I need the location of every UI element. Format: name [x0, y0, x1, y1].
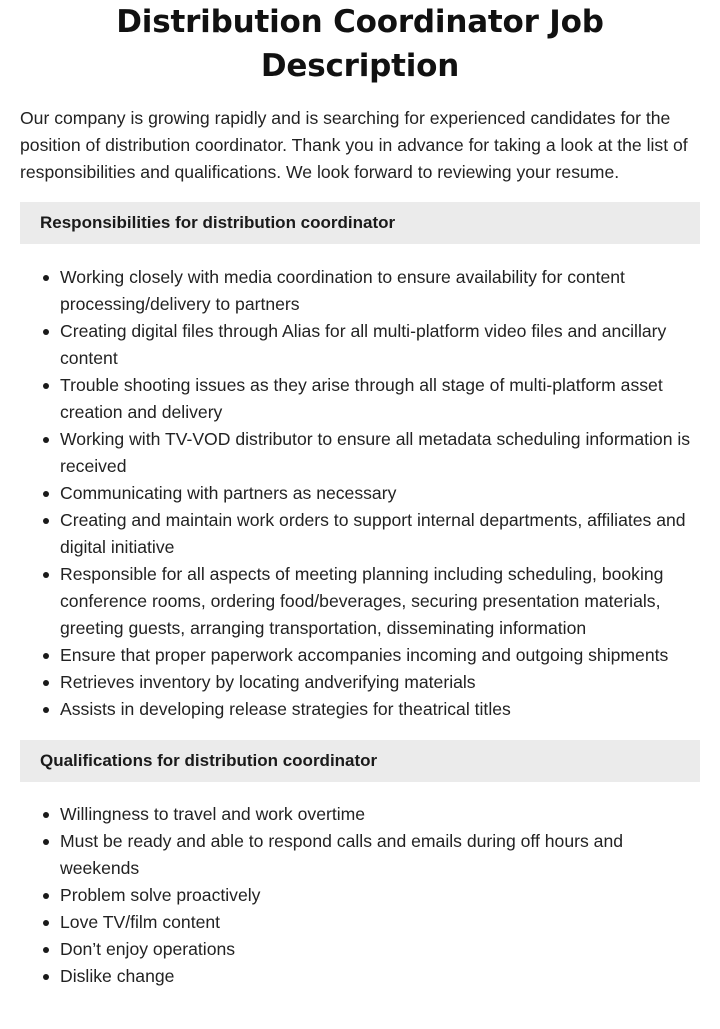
responsibilities-list: [20, 264, 700, 723]
intro-paragraph: Our company is growing rapidly and is searching for experienced candidates for the position of distribution coordinator. Thank you in advance for taking a look at the list of responsibilities and qualifications. We look forward to reviewing your resume.: [20, 108, 688, 182]
list-item: Problem solve proactively: [60, 882, 700, 909]
list-item: Dislike change: [60, 963, 700, 990]
list-item: Must be ready and able to respond calls and emails during off hours and weekends: [60, 828, 700, 882]
list-item: Willingness to travel and work overtime: [60, 801, 700, 828]
list-item: Retrieves inventory by locating andverifying materials: [60, 669, 700, 696]
list-item: Creating and maintain work orders to support internal departments, affiliates and digital initiative: [60, 507, 700, 561]
list-item: Responsible for all aspects of meeting planning including scheduling, booking conference rooms, ordering food/beverages, securing presentation materials, greeting guests, arranging transportation, disseminating information: [60, 561, 700, 642]
list-item: Communicating with partners as necessary: [60, 480, 700, 507]
list-item: Assists in developing release strategies for theatrical titles: [60, 696, 700, 723]
list-item: Ensure that proper paperwork accompanies incoming and outgoing shipments: [60, 642, 700, 669]
list-item: Working with TV-VOD distributor to ensure all metadata scheduling information is received: [60, 426, 700, 480]
list-item: Creating digital files through Alias for all multi-platform video files and ancillary content: [60, 318, 700, 372]
page-title: Distribution Coordinator Job Description: [116, 4, 604, 84]
list-item: Don’t enjoy operations: [60, 936, 700, 963]
qualifications-heading: Qualifications for distribution coordinator: [20, 740, 700, 782]
qualifications-list: [20, 801, 700, 990]
list-item: Love TV/film content: [60, 909, 700, 936]
list-item: Trouble shooting issues as they arise through all stage of multi-platform asset creation and delivery: [60, 372, 700, 426]
list-item: Working closely with media coordination to ensure availability for content processing/delivery to partners: [60, 264, 700, 318]
responsibilities-heading: Responsibilities for distribution coordinator: [20, 202, 700, 244]
